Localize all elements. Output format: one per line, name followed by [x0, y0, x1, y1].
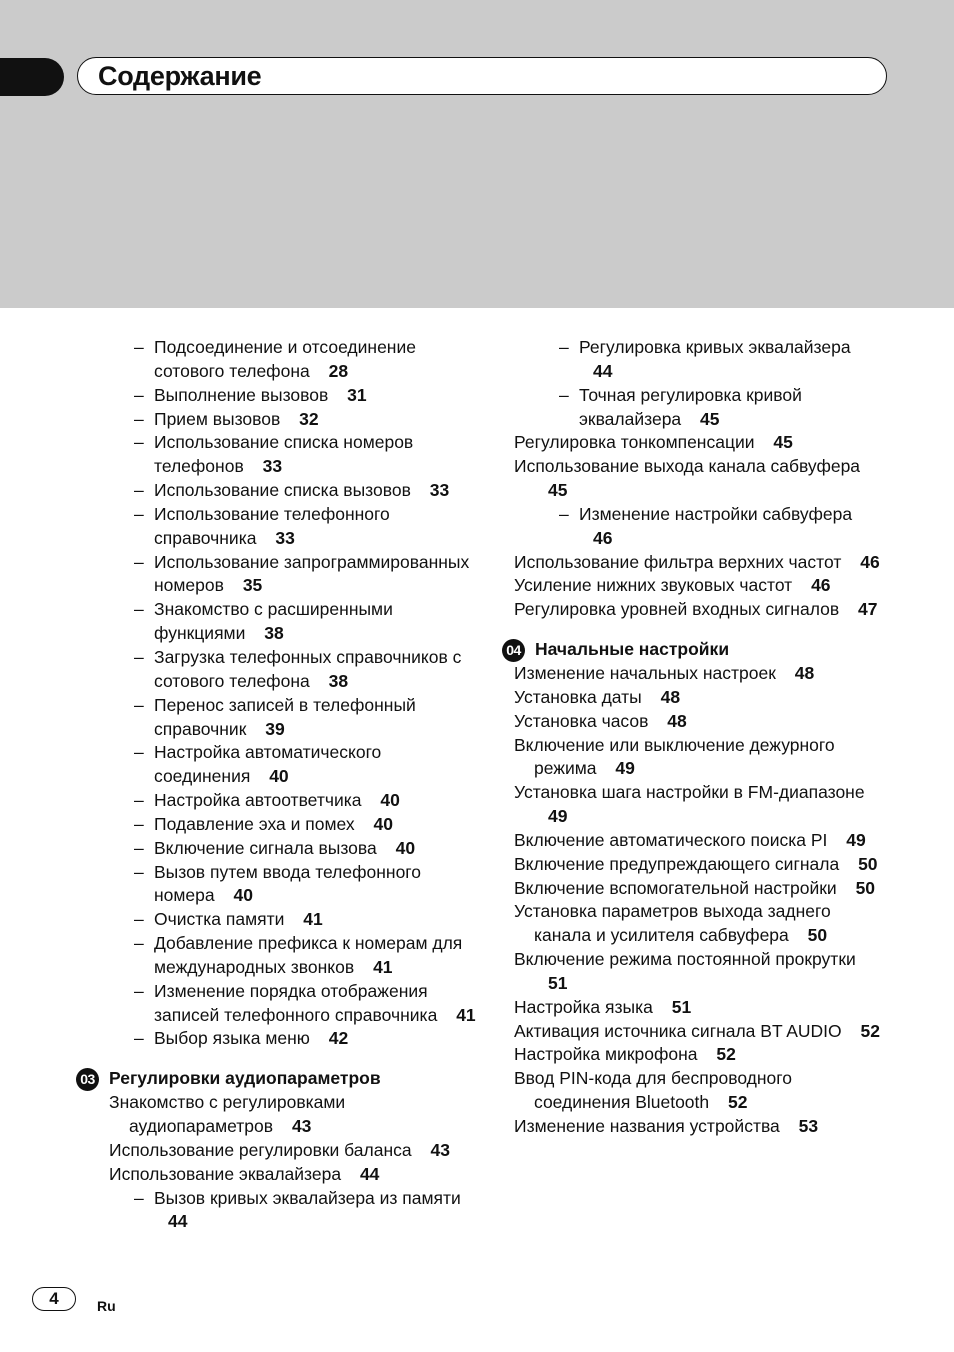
entry-title: Настройка микрофона	[514, 1044, 698, 1065]
entry-page-number: 47	[858, 599, 878, 620]
entry-title: Установка шага настройки в FM-диапазоне	[514, 782, 865, 803]
toc-entry	[482, 781, 882, 829]
toc-subentry	[76, 336, 476, 384]
toc-entry	[482, 1115, 882, 1139]
entry-title: Использование регулировки баланса	[109, 1139, 412, 1160]
section-number-badge: 04	[502, 639, 525, 662]
entry-title: Регулировка тонкомпенсации	[514, 432, 755, 453]
dash-bullet: –	[134, 933, 144, 954]
entry-title: Включение или выключение дежурного режима	[514, 734, 835, 779]
entry-title: Использование запрограммированных номеров	[154, 551, 470, 596]
toc-subentry	[76, 694, 476, 742]
toc-entry	[76, 1091, 476, 1139]
entry-page-number: 41	[373, 956, 393, 977]
entry-title: Вызов путем ввода телефонного номера	[154, 861, 422, 906]
entry-page-number: 35	[242, 575, 263, 596]
entry-page-number: 50	[807, 925, 828, 946]
entry-page-number: 52	[728, 1092, 748, 1113]
dash-bullet: –	[134, 1028, 144, 1049]
toc-entry	[482, 877, 882, 901]
entry-title: Прием вызовов	[154, 408, 281, 429]
dash-bullet: –	[134, 742, 144, 763]
chapter-tab-marker	[0, 58, 64, 96]
entry-title: Установка параметров выхода заднего канала и усилителя сабвуфера	[514, 901, 831, 946]
entry-title: Включение вспомогательной настройки	[514, 877, 837, 898]
section-title: Начальные настройки	[535, 639, 730, 660]
entry-title: Изменение названия устройства	[514, 1116, 780, 1136]
toc-subentry	[76, 479, 476, 503]
toc-subentry	[76, 384, 476, 408]
toc-subentry	[76, 503, 476, 551]
toc-subentry	[76, 789, 476, 813]
entry-page-number: 44	[593, 360, 613, 381]
dash-bullet: –	[134, 599, 144, 620]
dash-bullet: –	[134, 813, 144, 834]
language-code: Ru	[97, 1298, 116, 1314]
entry-page-number: 46	[811, 575, 831, 596]
entry-page-number: 44	[168, 1211, 188, 1232]
entry-page-number: 39	[265, 718, 285, 739]
dash-bullet: –	[134, 432, 144, 453]
entry-title: Добавление префикса к номерам для международных звонков	[154, 933, 463, 977]
entry-title: Выбор языка меню	[154, 1028, 310, 1049]
toc-subentry	[76, 741, 476, 789]
toc-subentry	[76, 813, 476, 837]
toc-subentry	[502, 336, 882, 384]
entry-title: Использование выхода канала сабвуфера	[514, 456, 861, 477]
entry-title: Регулировка уровней входных сигналов	[514, 599, 840, 620]
entry-page-number: 46	[860, 551, 880, 572]
entry-title: Точная регулировка кривой эквалайзера	[579, 384, 802, 429]
toc-right-column	[502, 336, 882, 1139]
entry-title: Знакомство с расширенными функциями	[154, 599, 393, 644]
entry-title: Загрузка телефонных справочников с сотового телефона	[154, 646, 462, 691]
toc-entry	[482, 598, 882, 622]
entry-title: Изменение настройки сабвуфера	[579, 503, 853, 524]
toc-subentry	[76, 551, 476, 599]
toc-subentry	[76, 1187, 476, 1235]
entry-page-number: 46	[593, 527, 613, 548]
dash-bullet: –	[559, 503, 569, 524]
entry-title: Подавление эха и помех	[154, 813, 355, 834]
entry-title: Вызов кривых эквалайзера из памяти	[154, 1187, 461, 1208]
toc-subentry	[76, 861, 476, 909]
entry-title: Настройка языка	[514, 996, 653, 1017]
toc-subentry	[502, 503, 882, 551]
entry-page-number: 33	[429, 480, 450, 501]
entry-page-number: 52	[860, 1020, 880, 1041]
entry-page-number: 41	[456, 1004, 476, 1025]
entry-page-number: 38	[328, 670, 349, 691]
entry-page-number: 40	[373, 813, 393, 834]
dash-bullet: –	[134, 861, 144, 882]
entry-title: Включение сигнала вызова	[154, 837, 377, 858]
dash-bullet: –	[134, 337, 144, 357]
page-number: 4	[49, 1289, 59, 1308]
entry-page-number: 41	[303, 909, 323, 930]
entry-page-number: 51	[548, 972, 568, 993]
toc-subentry	[76, 431, 476, 479]
dash-bullet: –	[559, 384, 569, 405]
entry-title: Очистка памяти	[154, 909, 285, 930]
entry-title: Подсоединение и отсоединение сотового телефона	[154, 337, 416, 381]
entry-page-number: 38	[264, 623, 284, 644]
entry-page-number: 50	[855, 877, 876, 898]
toc-entry	[482, 829, 882, 853]
entry-page-number: 43	[430, 1139, 450, 1160]
toc-entry	[482, 686, 882, 710]
entry-title: Перенос записей в телефонный справочник	[154, 694, 416, 739]
dash-bullet: –	[134, 837, 144, 858]
toc-entry	[482, 431, 882, 455]
toc-entry	[482, 455, 882, 503]
toc-section-heading	[502, 638, 882, 662]
toc-entry	[482, 551, 882, 575]
dash-bullet: –	[134, 909, 144, 930]
toc-entry	[482, 996, 882, 1020]
title-banner	[77, 57, 887, 95]
entry-page-number: 28	[328, 360, 349, 381]
entry-title: Выполнение вызовов	[154, 384, 329, 405]
entry-page-number: 44	[359, 1163, 380, 1184]
toc-subentry	[76, 980, 476, 1028]
entry-page-number: 40	[380, 790, 400, 811]
entry-page-number: 48	[667, 710, 687, 731]
entry-page-number: 43	[291, 1116, 312, 1136]
entry-title: Использование списка номеров телефонов	[154, 432, 414, 477]
toc-subentry	[76, 646, 476, 694]
toc-entry	[482, 853, 882, 877]
entry-title: Включение режима постоянной прокрутки	[514, 949, 856, 970]
toc-entry	[482, 1067, 882, 1115]
entry-title: Включение предупреждающего сигнала	[514, 853, 840, 874]
entry-page-number: 48	[660, 686, 681, 707]
dash-bullet: –	[134, 551, 144, 572]
toc-subentry	[76, 837, 476, 861]
toc-entry	[482, 948, 882, 996]
entry-page-number: 45	[773, 432, 793, 453]
entry-title: Использование списка вызовов	[154, 480, 411, 501]
entry-page-number: 53	[798, 1116, 819, 1136]
dash-bullet: –	[559, 337, 569, 357]
section-title: Регулировки аудиопараметров	[109, 1068, 381, 1089]
entry-title: Установка даты	[514, 686, 642, 707]
entry-title: Усиление нижних звуковых частот	[514, 575, 793, 596]
toc-subentry	[76, 408, 476, 432]
toc-entry	[76, 1139, 476, 1163]
page-title: Содержание	[98, 61, 262, 91]
entry-page-number: 49	[615, 758, 635, 779]
toc-entry	[482, 662, 882, 686]
entry-page-number: 40	[269, 766, 289, 787]
entry-title: Регулировка кривых эквалайзера	[579, 337, 851, 357]
entry-page-number: 45	[700, 408, 720, 429]
entry-title: Использование эквалайзера	[109, 1163, 342, 1184]
page-number-badge	[32, 1287, 76, 1311]
entry-title: Использование фильтра верхних частот	[514, 551, 842, 572]
entry-title: Изменение порядка отображения записей телефонного справочника	[154, 980, 438, 1025]
dash-bullet: –	[134, 480, 144, 501]
dash-bullet: –	[134, 790, 144, 811]
entry-page-number: 40	[233, 885, 253, 906]
entry-title: Использование телефонного справочника	[154, 503, 390, 548]
entry-page-number: 45	[548, 480, 568, 501]
entry-title: Ввод PIN-кода для беспроводного соединения Bluetooth	[514, 1068, 793, 1113]
entry-title: Настройка автоответчика	[154, 790, 362, 811]
entry-title: Настройка автоматического соединения	[154, 742, 382, 787]
toc-subentry	[76, 932, 476, 980]
toc-entry	[482, 710, 882, 734]
toc-subentry	[502, 384, 882, 432]
dash-bullet: –	[134, 980, 144, 1001]
header-band	[0, 0, 954, 308]
entry-title: Включение автоматического поиска PI	[514, 829, 828, 850]
section-number-badge: 03	[76, 1068, 99, 1091]
entry-page-number: 40	[395, 837, 416, 858]
toc-section-heading	[76, 1067, 476, 1091]
toc-subentry	[76, 1027, 476, 1051]
entry-page-number: 49	[548, 806, 568, 827]
entry-page-number: 42	[328, 1028, 349, 1049]
entry-page-number: 32	[299, 408, 319, 429]
dash-bullet: –	[134, 694, 144, 715]
toc-entry	[482, 734, 882, 782]
entry-page-number: 50	[858, 853, 878, 874]
toc-entry	[482, 1043, 882, 1067]
entry-title: Знакомство с регулировками аудиопараметров	[109, 1092, 346, 1136]
entry-title: Активация источника сигнала BT AUDIO	[514, 1020, 842, 1041]
toc-entry	[482, 1020, 882, 1044]
entry-page-number: 51	[671, 996, 692, 1017]
toc-left-column	[76, 336, 476, 1234]
toc-subentry	[76, 908, 476, 932]
dash-bullet: –	[134, 1187, 144, 1208]
toc-entry	[482, 900, 882, 948]
dash-bullet: –	[134, 503, 144, 524]
entry-page-number: 31	[347, 384, 367, 405]
entry-page-number: 33	[275, 527, 295, 548]
toc-subentry	[76, 598, 476, 646]
entry-title: Установка часов	[514, 710, 649, 731]
entry-title: Изменение начальных настроек	[514, 662, 776, 683]
entry-page-number: 33	[262, 456, 283, 477]
toc-entry	[76, 1163, 476, 1187]
toc-entry	[482, 574, 882, 598]
dash-bullet: –	[134, 384, 144, 405]
entry-page-number: 48	[794, 662, 815, 683]
dash-bullet: –	[134, 646, 144, 667]
dash-bullet: –	[134, 408, 144, 429]
entry-page-number: 52	[716, 1044, 736, 1065]
entry-page-number: 49	[846, 829, 866, 850]
